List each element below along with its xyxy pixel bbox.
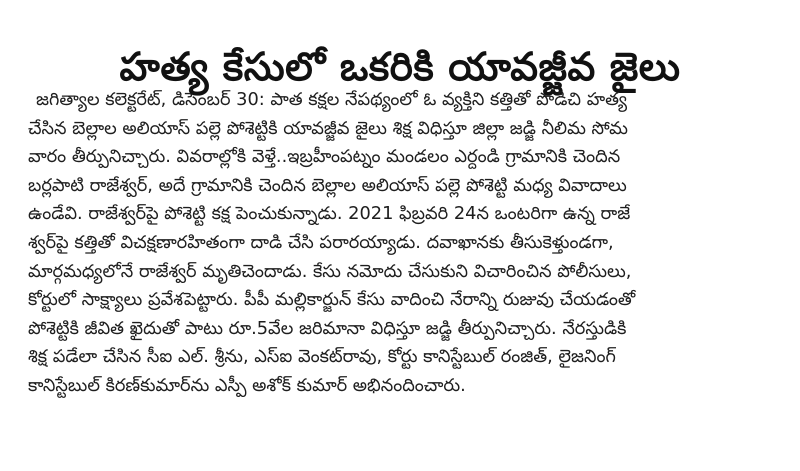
article-line: శ్వర్‌పై కత్తితో విచక్షణారహితంగా దాడి చేసి పరారయ్యాడు. దవాఖానకు తీసుకెళ్తుండగా, xyxy=(28,231,614,253)
article-line: పోశెట్టికి జీవిత ఖైదుతో పాటు రూ.5వేల జరిమానా విధిస్తూ జడ్జి తీర్పునిచ్చారు. నేరస్తుడికి xyxy=(28,317,627,339)
article-line: శిక్ష పడేలా చేసిన సీఐ ఎల్. శ్రీను, ఎస్ఐ వెంకట్‌రావు, కోర్టు కానిస్టేబుల్ రంజిత్, లైజనింగ్ xyxy=(28,346,616,368)
article-body xyxy=(28,86,772,401)
headline: హత్య కేసులో ఒకరికి యావజ్జీవ జైలు xyxy=(119,45,681,91)
article-line: చేసిన బెల్లాల అలియాస్ పల్లె పోశెట్టికి యావజ్జీవ జైలు శిక్ష విధిస్తూ జిల్లా జడ్జి నీలిమ సోమ xyxy=(28,117,628,139)
article-line: మార్గమధ్యలోనే రాజేశ్వర్ మృతిచెందాడు. కేసు నమోదు చేసుకుని విచారించిన పోలీసులు, xyxy=(28,260,632,282)
article-line: ఉండేవి. రాజేశ్వర్‌పై పోశెట్టి కక్ష పెంచుకున్నాడు. 2021 ఫిబ్రవరి 24న ఒంటరిగా ఉన్న రాజే xyxy=(28,203,631,225)
article-line: బర్లపాటి రాజేశ్వర్, అదే గ్రామానికి చెందిన బెల్లాల అలియాస్ పల్లె పోశెట్టి మధ్య వివాదాలు xyxy=(28,174,627,196)
article-line: జగిత్యాల కలెక్టరేట్, డిసెంబర్ 30: పాత కక్షల నేపథ్యంలో ఓ వ్యక్తిని కత్తితో పొడిచి హత్య xyxy=(36,89,627,110)
article-line: కానిస్టేబుల్ కిరణ్‌కుమార్‌ను ఎస్పీ అశోక్ కుమార్ అభినందించారు. xyxy=(28,374,466,396)
article-line: వారం తీర్పునిచ్చారు. వివరాల్లోకి వెళ్తే..ఇబ్రహీంపట్నం మండలం ఎర్దండి గ్రామానికి చెందిన xyxy=(28,146,621,168)
article-line: కోర్టులో సాక్ష్యాలు ప్రవేశపెట్టారు. పీపీ మల్లికార్జున్ కేసు వాదించి నేరాన్ని రుజువు చేయడంతో xyxy=(28,289,636,311)
